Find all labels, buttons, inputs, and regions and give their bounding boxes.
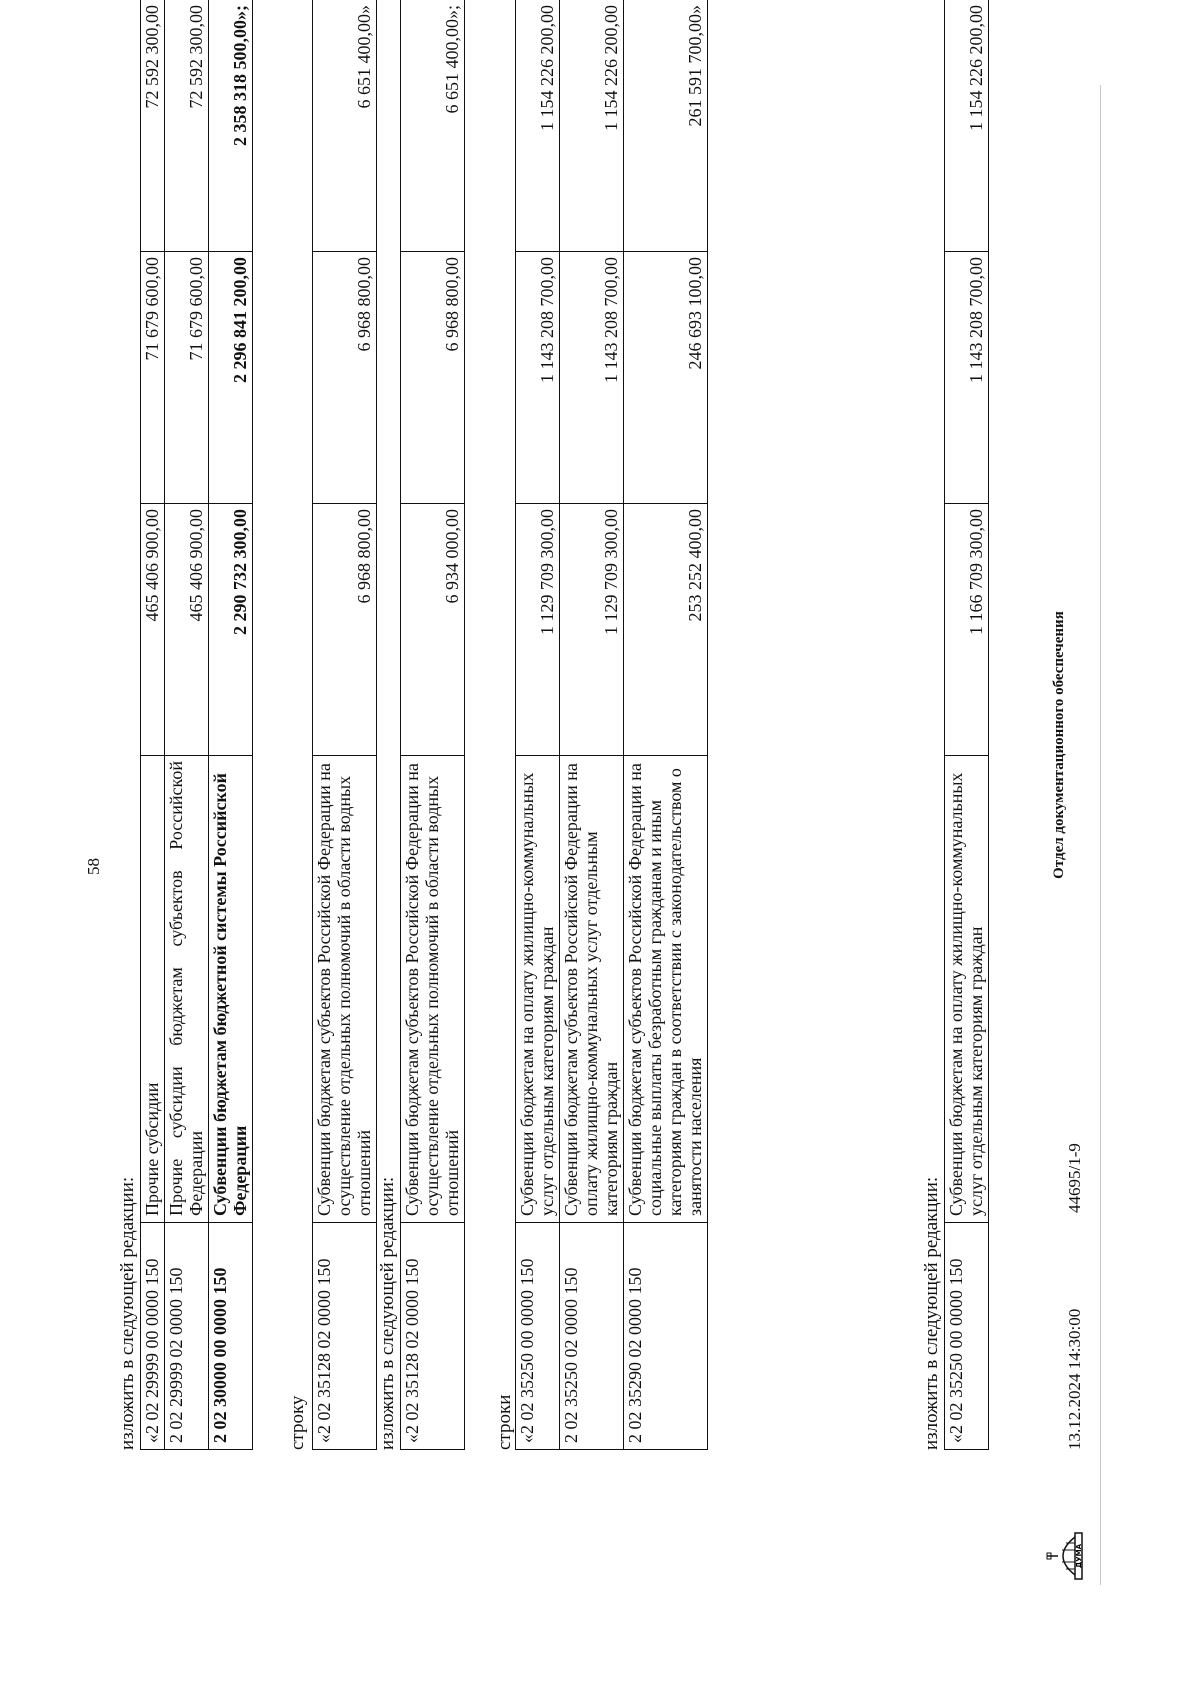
- table-row: [209, 0, 253, 1450]
- value-col-2: 1 143 208 700,00: [945, 252, 989, 504]
- table-row: [516, 0, 560, 1450]
- duma-logo-icon: [1045, 1527, 1085, 1585]
- section-lead: строку: [287, 1395, 308, 1450]
- value-col-2: 71 679 600,00: [141, 252, 165, 504]
- revenue-name: Субвенции бюджетам на оплату жилищно-коммунальных услуг отдельным категориям граждан: [516, 756, 560, 1223]
- table-row: [165, 0, 209, 1450]
- value-col-3: 261 591 700,00»: [624, 0, 708, 252]
- table-row: [141, 0, 165, 1450]
- budget-code: 2 02 35250 02 0000 150: [560, 1223, 624, 1450]
- logo-label: ДУМА: [1075, 1543, 1083, 1569]
- revenue-name: Прочие субсидии: [141, 756, 165, 1223]
- budget-code: «2 02 35250 00 0000 150: [945, 1223, 989, 1450]
- budget-code: 2 02 35290 02 0000 150: [624, 1223, 708, 1450]
- budget-code: 2 02 30000 00 0000 150: [209, 1223, 253, 1450]
- revenue-name: Субвенции бюджетам субъектов Российской Федерации на осуществление отдельных полномочий в области водных отношений: [401, 756, 465, 1223]
- value-col-2: 1 143 208 700,00: [516, 252, 560, 504]
- value-col-1: 6 934 000,00: [401, 504, 465, 756]
- section-lead: изложить в следующей редакции:: [117, 1176, 138, 1450]
- table-row: [560, 0, 624, 1450]
- value-col-2: 1 143 208 700,00: [560, 252, 624, 504]
- value-col-3: 1 154 226 200,00: [516, 0, 560, 252]
- revenue-table: [944, 0, 989, 1450]
- value-col-1: 2 290 732 300,00: [209, 504, 253, 756]
- value-col-3: 72 592 300,00: [165, 0, 209, 252]
- page-number: 58: [84, 858, 103, 875]
- footer-department: Отдел документационного обеспечения: [1051, 611, 1067, 879]
- budget-code: 2 02 29999 02 0000 150: [165, 1223, 209, 1450]
- value-col-1: 1 129 709 300,00: [516, 504, 560, 756]
- value-col-2: 2 296 841 200,00: [209, 252, 253, 504]
- value-col-3: 6 651 400,00»;: [401, 0, 465, 252]
- revenue-name: Субвенции бюджетам бюджетной системы Российской Федерации: [209, 756, 253, 1223]
- value-col-2: 71 679 600,00: [165, 252, 209, 504]
- value-col-3: 1 154 226 200,00: [560, 0, 624, 252]
- value-col-3: 1 154 226 200,00: [945, 0, 989, 252]
- revenue-name: Прочие субсидии бюджетам субъектов Российской Федерации: [165, 756, 209, 1223]
- rotated-page: [60, 5, 1120, 1645]
- revenue-name: Субвенции бюджетам на оплату жилищно-коммунальных услуг отдельным категориям граждан: [945, 756, 989, 1223]
- value-col-2: 6 968 800,00: [401, 252, 465, 504]
- value-col-3: 2 358 318 500,00»;: [209, 0, 253, 252]
- value-col-1: 6 968 800,00: [313, 504, 377, 756]
- footer-datetime: 13.12.2024 14:30:00: [1065, 1308, 1084, 1450]
- value-col-1: 253 252 400,00: [624, 504, 708, 756]
- section-lead: строки: [494, 1394, 515, 1450]
- revenue-name: Субвенции бюджетам субъектов Российской Федерации на оплату жилищно-коммунальных услуг отдельным категориям граждан: [560, 756, 624, 1223]
- revenue-table: [312, 0, 377, 1450]
- value-col-3: 72 592 300,00: [141, 0, 165, 252]
- budget-code: «2 02 35250 00 0000 150: [516, 1223, 560, 1450]
- table-row: [624, 0, 708, 1450]
- value-col-1: 465 406 900,00: [141, 504, 165, 756]
- revenue-table: [515, 0, 708, 1450]
- table-row: [945, 0, 989, 1450]
- value-col-1: 1 166 709 300,00: [945, 504, 989, 756]
- table-row: [313, 0, 377, 1450]
- scan-line-divider: [1100, 85, 1101, 1585]
- revenue-name: Субвенции бюджетам субъектов Российской Федерации на осуществление отдельных полномочий в области водных отношений: [313, 756, 377, 1223]
- footer-doc-number: 44695/1-9: [1065, 1143, 1084, 1213]
- section-lead: изложить в следующей редакции:: [921, 1176, 942, 1450]
- budget-code: «2 02 35128 02 0000 150: [313, 1223, 377, 1450]
- budget-code: «2 02 29999 00 0000 150: [141, 1223, 165, 1450]
- section-lead: изложить в следующей редакции:: [377, 1176, 398, 1450]
- value-col-1: 1 129 709 300,00: [560, 504, 624, 756]
- revenue-table: [140, 0, 253, 1450]
- value-col-3: 6 651 400,00»: [313, 0, 377, 252]
- value-col-1: 465 406 900,00: [165, 504, 209, 756]
- revenue-name: Субвенции бюджетам субъектов Российской Федерации на социальные выплаты безработным гражданам и иным категориям граждан в соответствии с законодательством о занятости населения: [624, 756, 708, 1223]
- table-row: [401, 0, 465, 1450]
- value-col-2: 246 693 100,00: [624, 252, 708, 504]
- value-col-2: 6 968 800,00: [313, 252, 377, 504]
- budget-code: «2 02 35128 02 0000 150: [401, 1223, 465, 1450]
- revenue-table: [400, 0, 465, 1450]
